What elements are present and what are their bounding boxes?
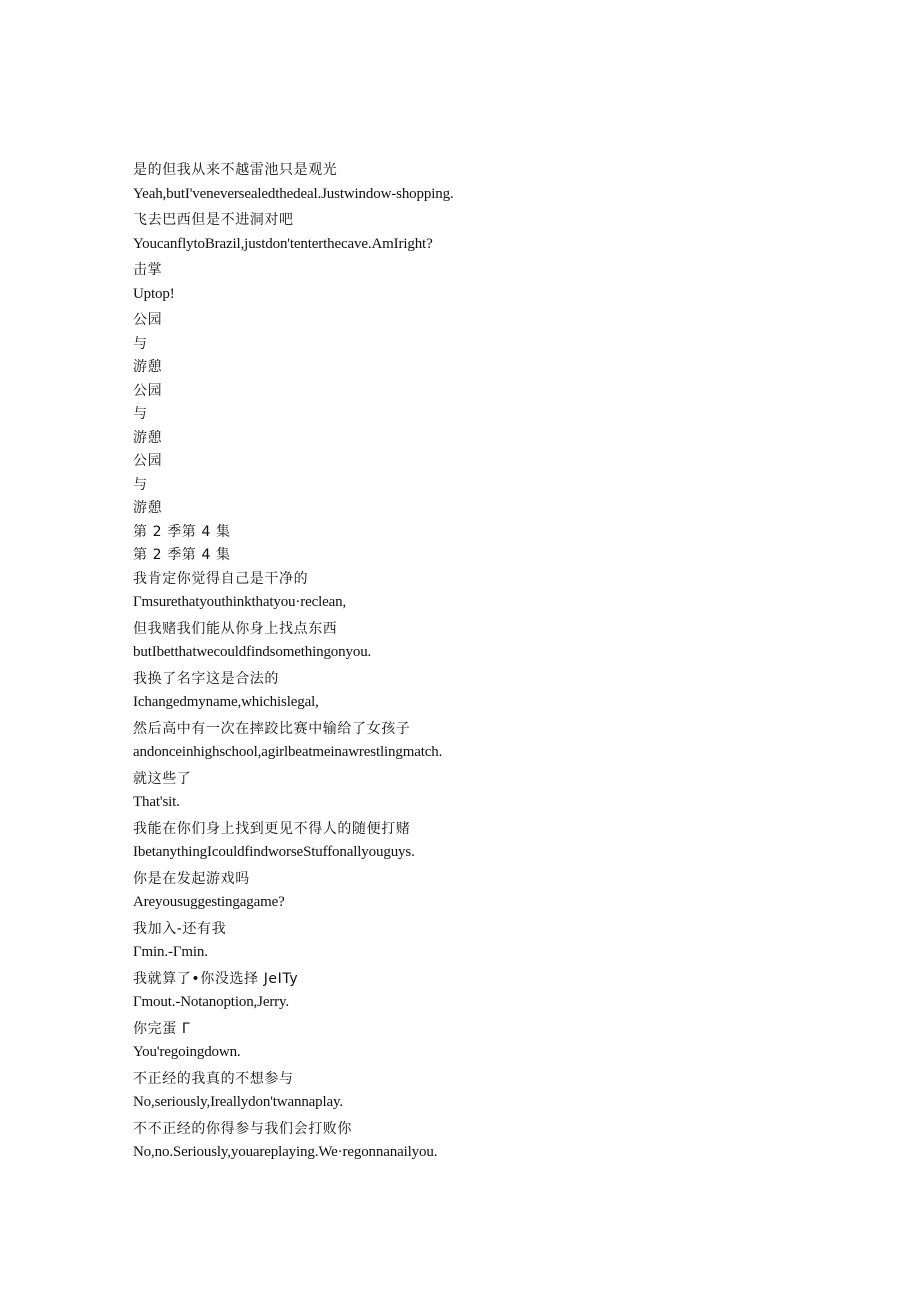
chinese-subtitle-line: 不不正经的你得参与我们会打败你 [133,1120,352,1137]
english-subtitle-line: IbetanythingIcouldfindworseStuffonallyouguys. [133,844,415,860]
chinese-subtitle-line: 公园 [133,453,163,469]
chinese-subtitle-line: 第 2 季第 4 集 [133,547,231,563]
chinese-subtitle-line: 我肯定你觉得自己是干净的 [133,570,309,587]
chinese-subtitle-line: 然后高中有一次在摔跤比赛中输给了女孩子 [133,720,411,737]
english-subtitle-line: Ichangedmyname,whichislegal, [133,694,319,710]
english-subtitle-line: Γmin.-Γmin. [133,944,208,960]
chinese-subtitle-line: 我就算了•你没选择 JeITy [133,970,299,987]
chinese-subtitle-line: 游憩 [133,429,163,446]
english-subtitle-line: No,seriously,Ireallydon'twannaplay. [133,1094,344,1110]
chinese-subtitle-line: 游憩 [133,359,163,375]
english-subtitle-line: Uptop! [133,285,175,302]
chinese-subtitle-line: 就这些了 [133,770,192,787]
chinese-subtitle-line: 我能在你们身上找到更见不得人的随便打赌 [133,820,411,837]
chinese-subtitle-line: 与 [133,476,148,493]
chinese-subtitle-line: 与 [133,335,148,352]
english-subtitle-line: No,no.Seriously,youareplaying.We·regonnanailyou. [133,1144,438,1160]
english-subtitle-line: Γmsurethatyouthinkthatyou·reclean, [133,594,347,610]
chinese-subtitle-line: 飞去巴西但是不进洞对吧 [133,212,294,228]
chinese-subtitle-line: 你是在发起游戏吗 [133,870,250,887]
chinese-subtitle-line: 游憩 [133,500,163,516]
chinese-subtitle-line: 但我赌我们能从你身上找点东西 [133,620,338,637]
chinese-subtitle-line: 第 2 季第 4 集 [133,523,231,540]
chinese-subtitle-line: 我加入-还有我 [133,920,227,937]
english-subtitle-line: Γmout.-Notanoption,Jerry. [133,994,290,1010]
english-subtitle-line: That'sit. [133,794,180,810]
chinese-subtitle-line: 我换了名字这是合法的 [133,670,279,687]
english-subtitle-line: Areyousuggestingagame? [133,894,285,910]
chinese-subtitle-line: 与 [133,406,148,422]
chinese-subtitle-line: 是的但我从来不越雷池只是观光 [133,162,338,178]
chinese-subtitle-line: 你完蛋 Γ [133,1020,191,1037]
chinese-subtitle-line: 不正经的我真的不想参与 [133,1070,294,1087]
chinese-subtitle-line: 公园 [133,382,163,399]
english-subtitle-line: You'regoingdown. [133,1044,241,1060]
english-subtitle-line: Yeah,butI'veneversealedthedeal.Justwindow-shopping. [133,185,454,202]
english-subtitle-line: andonceinhighschool,agirlbeatmeinawrestlingmatch. [133,744,443,760]
subtitle-lines [133,159,853,1168]
english-subtitle-line: YoucanflytoBrazil,justdon'tenterthecave.AmIright? [133,235,433,252]
chinese-subtitle-line: 公园 [133,312,163,328]
english-subtitle-line: butIbetthatwecouldfindsomethingonyou. [133,644,372,660]
chinese-subtitle-line: 击掌 [133,262,163,278]
